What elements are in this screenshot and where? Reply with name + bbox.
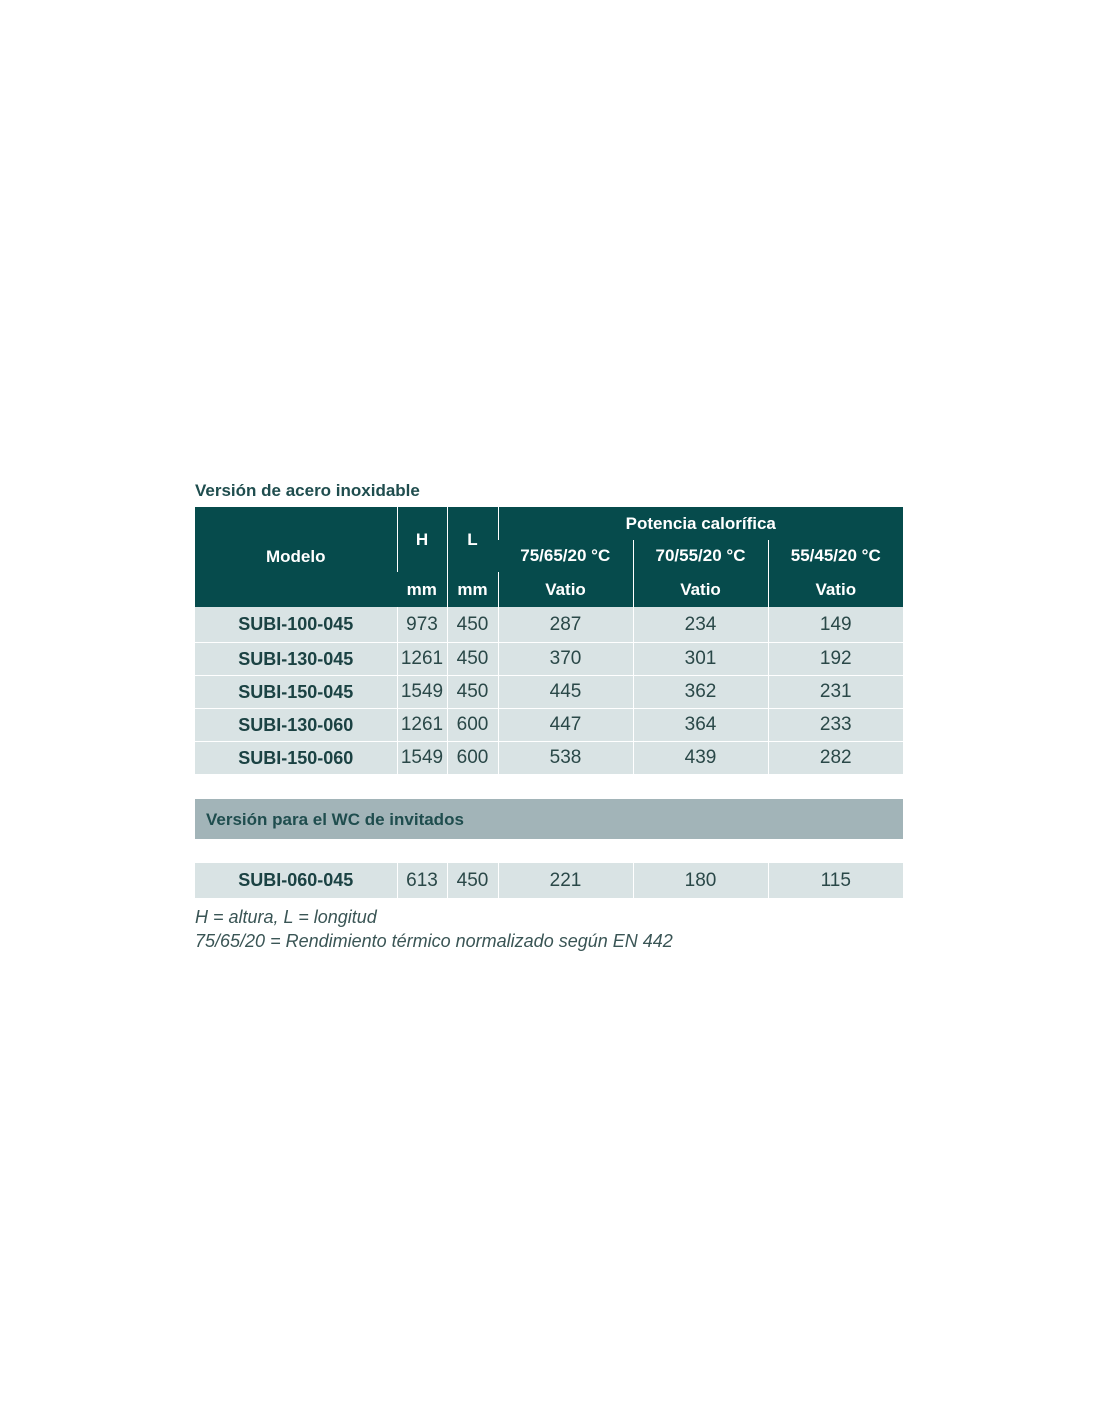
cell-p3: 115: [768, 863, 903, 898]
cell-p3: 192: [768, 643, 903, 676]
cell-h: 1261: [397, 709, 447, 742]
header-temp-2: 70/55/20 °C: [633, 540, 768, 572]
cell-l: 450: [447, 607, 498, 643]
header-l-unit: mm: [447, 572, 498, 607]
section-title-guest-wc: Versión para el WC de invitados: [195, 799, 903, 839]
cell-l: 450: [447, 863, 498, 898]
cell-p1: 445: [498, 676, 633, 709]
header-h: H: [397, 507, 447, 572]
cell-h: 1261: [397, 643, 447, 676]
cell-model: SUBI-100-045: [195, 607, 397, 643]
cell-p1: 221: [498, 863, 633, 898]
cell-p2: 234: [633, 607, 768, 643]
header-h-unit: mm: [397, 572, 447, 607]
cell-l: 600: [447, 709, 498, 742]
cell-p1: 370: [498, 643, 633, 676]
cell-h: 613: [397, 863, 447, 898]
footnote-standard: 75/65/20 = Rendimiento térmico normalizado según EN 442: [195, 931, 673, 951]
cell-model: SUBI-150-060: [195, 742, 397, 775]
cell-model: SUBI-150-045: [195, 676, 397, 709]
header-potencia: Potencia calorífica: [498, 507, 903, 540]
header-l: L: [447, 507, 498, 572]
footnote-dimensions: H = altura, L = longitud: [195, 907, 377, 927]
cell-p1: 287: [498, 607, 633, 643]
table-row: [195, 709, 903, 742]
header-modelo: Modelo: [195, 507, 397, 607]
header-watt-3: Vatio: [768, 572, 903, 607]
header-watt-2: Vatio: [633, 572, 768, 607]
table-row: [195, 863, 903, 898]
wc-table: [195, 863, 903, 898]
spec-sheet: [195, 480, 903, 953]
cell-h: 1549: [397, 676, 447, 709]
header-watt-1: Vatio: [498, 572, 633, 607]
cell-p2: 180: [633, 863, 768, 898]
cell-l: 450: [447, 643, 498, 676]
cell-p3: 282: [768, 742, 903, 775]
cell-model: SUBI-130-060: [195, 709, 397, 742]
cell-p2: 301: [633, 643, 768, 676]
cell-p2: 439: [633, 742, 768, 775]
section-title-stainless: Versión de acero inoxidable: [195, 481, 420, 500]
cell-p2: 364: [633, 709, 768, 742]
spec-table: [195, 507, 903, 774]
footnotes: [195, 905, 903, 953]
header-temp-1: 75/65/20 °C: [498, 540, 633, 572]
cell-p1: 447: [498, 709, 633, 742]
cell-p3: 233: [768, 709, 903, 742]
cell-p3: 149: [768, 607, 903, 643]
cell-p3: 231: [768, 676, 903, 709]
cell-h: 1549: [397, 742, 447, 775]
cell-model: SUBI-060-045: [195, 863, 397, 898]
table-row: [195, 607, 903, 643]
cell-l: 450: [447, 676, 498, 709]
cell-p1: 538: [498, 742, 633, 775]
table-row: [195, 742, 903, 775]
cell-l: 600: [447, 742, 498, 775]
cell-h: 973: [397, 607, 447, 643]
table-row: [195, 643, 903, 676]
header-temp-3: 55/45/20 °C: [768, 540, 903, 572]
cell-model: SUBI-130-045: [195, 643, 397, 676]
cell-p2: 362: [633, 676, 768, 709]
table-row: [195, 676, 903, 709]
